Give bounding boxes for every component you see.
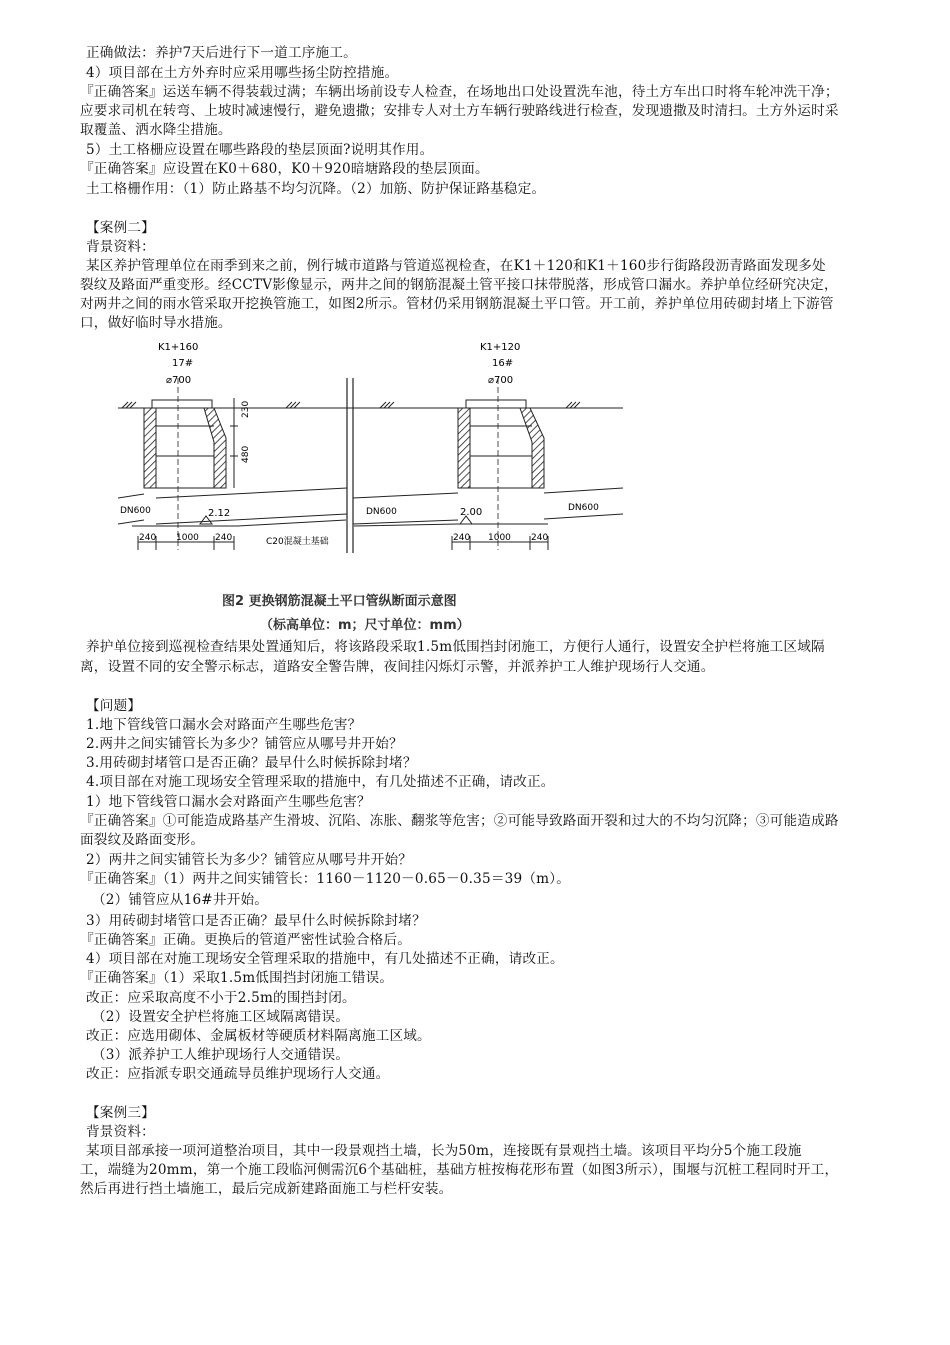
question-5: 5）土工格栅应设置在哪些路段的垫层顶面?说明其作用。 <box>86 142 434 158</box>
pipe-section-diagram <box>108 338 638 568</box>
dimension-lines <box>138 536 548 550</box>
figure-caption: 图2 更换钢筋混凝土平口管纵断面示意图 <box>222 594 457 609</box>
answer-line: 改正：应选用砌体、金属板材等硬质材料隔离施工区域。 <box>86 1028 431 1044</box>
answer-4-line: 取覆盖、洒水降尘措施。 <box>80 122 232 138</box>
answer-question: 4）项目部在对施工现场安全管理采取的措施中，有几处描述不正确，请改正。 <box>86 951 564 967</box>
case2-bg-label: 背景资料： <box>86 239 155 255</box>
right-diameter-label: ⌀700 <box>488 375 514 386</box>
case3-paragraph-line: 工，端缝为20mm，第一个施工段临河侧需沉6个基础桩，基础方桩按梅花形布置（如图3所示），围堰与沉桩工程同时开工， <box>80 1162 839 1178</box>
answer-question: 3）用砖砌封堵管口是否正确？最早什么时候拆除封堵？ <box>86 913 426 929</box>
case2-paragraph-line: 口，做好临时导水措施。 <box>80 315 232 331</box>
right-well-label: 16# <box>492 358 514 369</box>
left-well-label: 17# <box>172 358 194 369</box>
answer-line: 改正：应指派专职交通疏导员维护现场行人交通。 <box>86 1066 390 1082</box>
pipe-left-label: DN600 <box>120 506 151 516</box>
elevation-right-label: 2.00 <box>460 507 483 518</box>
question-item: 4.项目部在对施工现场安全管理采取的措施中，有几处描述不正确，请改正。 <box>86 774 555 790</box>
dim-left-0: 240 <box>139 533 157 543</box>
question-4: 4）项目部在土方外弃时应采用哪些扬尘防控措施。 <box>86 65 399 81</box>
case3-paragraph-line: 然后再进行挡土墙施工，最后完成新建路面施工与栏杆安装。 <box>80 1181 453 1197</box>
answer-line: 『正确答案』正确。更换后的管道严密性试验合格后。 <box>80 932 412 948</box>
questions-title: 【问题】 <box>86 698 142 714</box>
elevation-left-label: 2.12 <box>208 508 231 519</box>
pipe-right-label: DN600 <box>568 503 599 513</box>
case2-paragraph-line: 对两井之间的雨水管采取开挖换管施工，如图2所示。管材仍采用钢筋混凝土平口管。开工前，养护单位用砖砌封堵上下游管 <box>80 296 834 312</box>
dim-230-label: 230 <box>241 400 251 418</box>
dim-left-1: 1000 <box>176 533 199 543</box>
dim-right-0: 240 <box>453 533 471 543</box>
question-item: 2.两井之间实铺管长为多少？铺管应从哪号井开始？ <box>86 736 403 752</box>
right-station-label: K1+120 <box>480 342 521 353</box>
text-line: 正确做法：养护7天后进行下一道工序施工。 <box>86 45 357 61</box>
dim-right-1: 1000 <box>488 533 511 543</box>
case2-paragraph-line: 裂纹及路面严重变形。经CCTV影像显示，两井之间的钢筋混凝土管平接口抹带脱落，形成管口漏水。养护单位经研究决定， <box>80 277 838 293</box>
answer-line: （2）铺管应从16#井开始。 <box>92 892 269 908</box>
case3-paragraph-line: 某项目部承接一项河道整治项目，其中一段景观挡土墙，长为50m，连接既有景观挡土墙。该项目平均分5个施工段施 <box>86 1143 802 1159</box>
left-station-label: K1+160 <box>158 342 199 353</box>
answer-line: 『正确答案』①可能造成路基产生滑坡、沉陷、冻胀、翻浆等危害；②可能导致路面开裂和过大的不均匀沉降；③可能造成路 <box>80 813 839 829</box>
answer-line: 面裂纹及路面变形。 <box>80 832 205 848</box>
answer-4-line: 『正确答案』运送车辆不得装载过满；车辆出场前设专人检查，在场地出口处设置洗车池，待土方车出口时将车轮冲洗干净； <box>80 84 839 100</box>
answer-line: 『正确答案』（1）两井之间实铺管长：1160－1120－0.65－0.35＝39（m）。 <box>80 871 571 887</box>
left-diameter-label: ⌀700 <box>166 375 192 386</box>
dim-left-2: 240 <box>215 533 233 543</box>
case2-paragraph-line: 养护单位接到巡视检查结果处置通知后，将该路段采取1.5m低围挡封闭施工，方便行人通行，设置安全护栏将施工区域隔 <box>86 639 825 655</box>
answer-line: 『正确答案』（1）采取1.5m低围挡封闭施工错误。 <box>80 970 394 986</box>
answer-line: 改正：应采取高度不小于2.5m的围挡封闭。 <box>86 990 356 1006</box>
figure-caption-sub: （标高单位：m；尺寸单位：mm） <box>260 618 470 633</box>
case2-paragraph-line: 某区养护管理单位在雨季到来之前，例行城市道路与管道巡视检查，在K1＋120和K1＋160步行街路段沥青路面发现多处 <box>86 258 826 274</box>
pipes <box>118 488 623 524</box>
dim-right-2: 240 <box>531 533 549 543</box>
case2-paragraph-line: 离，设置不同的安全警示标志，道路安全警告牌，夜间挂闪烁灯示警，并派养护工人维护现场行人交通。 <box>80 659 715 675</box>
answer-question: 1）地下管线管口漏水会对路面产生哪些危害？ <box>86 794 371 810</box>
pipe-mid-label: DN600 <box>366 507 397 517</box>
concrete-base <box>354 524 548 526</box>
answer-5-line: 土工格栅作用：（1）防止路基不均匀沉降。（2）加筋、防护保证路基稳定。 <box>86 181 546 197</box>
case3-title: 【案例三】 <box>86 1105 155 1121</box>
concrete-base <box>132 520 346 526</box>
answer-line: （3）派养护工人维护现场行人交通错误。 <box>92 1047 350 1063</box>
case2-title: 【案例二】 <box>86 220 155 236</box>
answer-5-line: 『正确答案』应设置在K0＋680，K0＋920暗塘路段的垫层顶面。 <box>80 161 489 177</box>
dim-480-label: 480 <box>241 445 251 463</box>
question-item: 3.用砖砌封堵管口是否正确？最早什么时候拆除封堵？ <box>86 755 417 771</box>
answer-4-line: 应要求司机在转弯、上坡时减速慢行，避免遗撒；安排专人对土方车辆行驶路线进行检查，发现遗撒及时清扫。土方外运时采 <box>80 103 839 119</box>
answer-question: 2）两井之间实铺管长为多少？铺管应从哪号井开始？ <box>86 852 413 868</box>
answer-line: （2）设置安全护栏将施工区域隔离错误。 <box>92 1009 350 1025</box>
base-label: C20混凝土基础 <box>266 537 329 547</box>
question-item: 1.地下管线管口漏水会对路面产生哪些危害？ <box>86 717 362 733</box>
case3-bg-label: 背景资料： <box>86 1124 155 1140</box>
